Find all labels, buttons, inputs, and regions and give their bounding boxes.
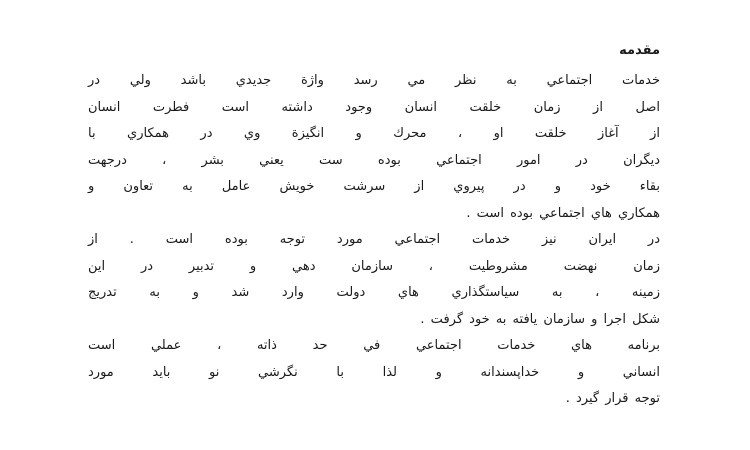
paragraph-line: در ايران نيز خدمات اجتماعي مورد توجه بوده است . از [88,232,660,247]
paragraph-line: ديگران در امور اجتماعي بوده ست يعني بشر ، درجهت [88,152,660,168]
paragraph-line: توجه قرار گيرد . [565,391,660,406]
paragraph-line: زمان نهضت مشروطيت ، سازمان دهي و تدبير در اين [88,258,660,274]
paragraph-line: اصل از زمان خلقت انسان وجود داشته است فطرت انسان [88,99,660,115]
paragraph-line: خدمات اجتماعي به نظر مي رسد واژة جديدي باشد ولي در [88,73,660,88]
document-page [88,40,660,413]
paragraph-line: برنامه هاي خدمات اجتماعي في حد ذاته ، عملي است [88,338,660,353]
document-body [88,68,660,413]
paragraph-line: شكل اجرا و سازمان يافته به خود گرفت . [420,311,660,327]
paragraph-line: از آغاز خلقت او ، محرك و انگيزة وي در همكاري با [88,126,660,141]
document-heading: مقدمه [619,43,660,58]
paragraph-line: انساني و خداپسندانه و لذا با نگرشي نو بايد مورد [88,364,660,380]
paragraph-line: بقاء خود و در پيروي از سرشت خويش عامل به تعاون و [88,179,660,194]
paragraph-line: زمينه ، به سياستگذاري هاي دولت وارد شد و به تدريج [88,285,660,300]
paragraph-line: همكاري هاي اجتماعي بوده است . [466,205,660,221]
